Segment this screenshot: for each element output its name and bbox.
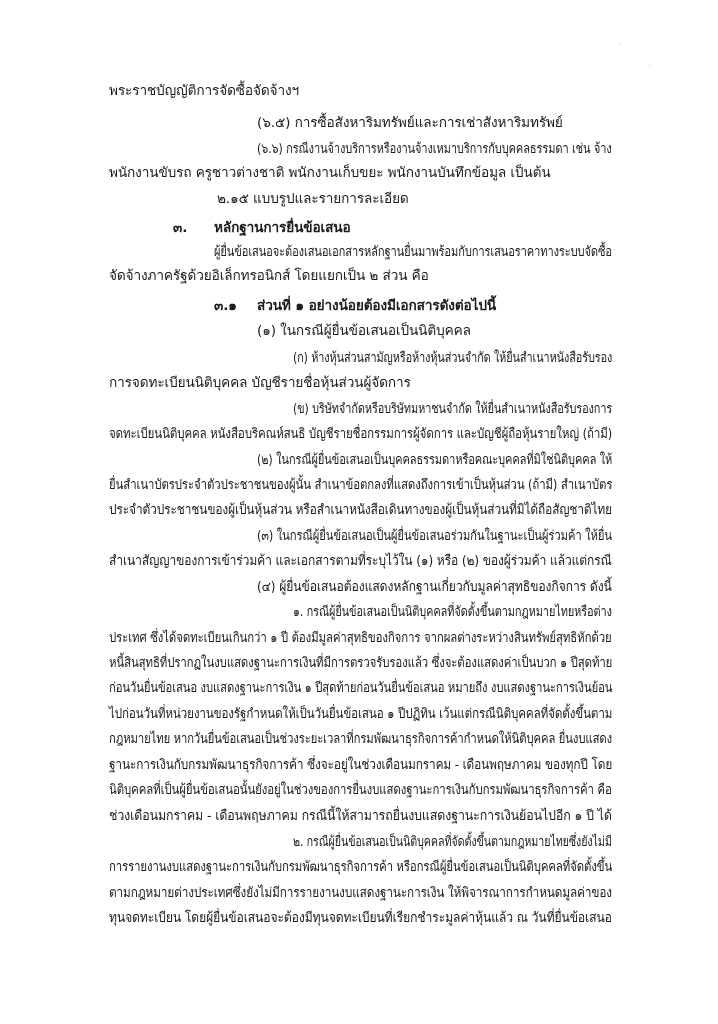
text-line: (๖.๕) การซื้อสังหาริมทรัพย์และการเช่าสังหาริมทรัพย์ [257,115,563,131]
text-line: (ข) บริษัทจำกัดหรือบริษัทมหาชนจำกัด ให้ยื่นสำเนาหนังสือรับรองการ [293,401,613,417]
text-line: ประเทศ ซึ่งได้จดทะเบียนเกินกว่า ๑ ปี ต้องมีมูลค่าสุทธิของกิจการ จากผลต่างระหว่างสินทรัพย์สุทธิหักด้วย [109,630,612,646]
text-line: จัดจ้างภาครัฐด้วยอิเล็กทรอนิกส์ โดยแยกเป็น ๒ ส่วน คือ [109,268,429,284]
text-line: ยื่นสำเนาบัตรประจำตัวประชาชนของผู้นั้น สำเนาข้อตกลงที่แสดงถึงการเข้าเป็นหุ้นส่วน (ถ้ามี) สำเนาบัตร [109,477,613,493]
section-heading: หลักฐานการยื่นข้อเสนอ [214,220,351,236]
text-line: สำเนาสัญญาของการเข้าร่วมค้า และเอกสารตามที่ระบุไว้ใน (๑) หรือ (๒) ของผู้ร่วมค้า แล้วแต่กรณี [109,553,612,569]
text-line: (๔) ผู้ยื่นข้อเสนอต้องแสดงหลักฐานเกี่ยวกับมูลค่าสุทธิของกิจการ ดังนี้ [257,579,612,595]
text-line: ตามกฎหมายต่างประเทศซึ่งยังไม่มีการรายงานงบแสดงฐานะการเงิน ให้พิจารณาการกำหนดมูลค่าของ [109,885,612,901]
scan-speck: · [618,40,621,49]
text-line: พระราชบัญญัติการจัดซื้อจัดจ้างฯ [109,83,300,99]
text-line: พนักงานขับรถ ครูชาวต่างชาติ พนักงานเก็บขยะ พนักงานบันทึกข้อมูล เป็นต้น [109,165,551,181]
text-line: (๓) ในกรณีผู้ยื่นข้อเสนอเป็นผู้ยื่นข้อเสนอร่วมกันในฐานะเป็นผู้ร่วมค้า ให้ยื่น [257,528,612,544]
text-line: (ก) ห้างหุ้นส่วนสามัญหรือห้างหุ้นส่วนจำกัด ให้ยื่นสำเนาหนังสือรับรอง [293,350,613,366]
text-line: กฎหมายไทย หากวันยื่นข้อเสนอเป็นช่วงระยะเวลาที่กรมพัฒนาธุรกิจการค้ากำหนดให้นิติบุคคล ยื่นงบแสดง [109,731,613,747]
text-line: ช่วงเดือนมกราคม - เดือนพฤษภาคม กรณีนี้ให้สามารถยื่นงบแสดงฐานะการเงินย้อนไปอีก ๑ ปี ได้ [109,808,612,824]
text-line: ไปก่อนวันที่หน่วยงานของรัฐกำหนดให้เป็นวันยื่นข้อเสนอ ๑ ปีปฏิทิน เว้นแต่กรณีนิติบุคคลที่จัดตั้งขึ้นตาม [109,706,613,722]
text-line: ประจำตัวประชาชนของผู้เป็นหุ้นส่วน หรือสำเนาหนังสือเดินทางของผู้เป็นหุ้นส่วนที่มิได้ถือสัญชาติไทย [109,502,613,518]
text-line: จดทะเบียนนิติบุคคล หนังสือบริคณห์สนธิ บัญชีรายชื่อกรรมการผู้จัดการ และบัญชีผู้ถือหุ้นรายใหญ่ (ถ้ามี) [109,426,613,442]
text-line: (๖.๖) กรณีงานจ้างบริการหรืองานจ้างเหมาบริการกับบุคคลธรรมดา เช่น จ้าง [257,141,612,157]
text-line: ๑. กรณีผู้ยื่นข้อเสนอเป็นนิติบุคคลที่จัดตั้งขึ้นตามกฎหมายไทยหรือต่าง [293,604,612,620]
text-line: ฐานะการเงินกับกรมพัฒนาธุรกิจการค้า ซึ่งจะอยู่ในช่วงเดือนมกราคม - เดือนพฤษภาคม ของทุกปี โดย [109,757,613,773]
scan-speck: · [648,62,651,71]
text-line: การรายงานงบแสดงฐานะการเงินกับกรมพัฒนาธุรกิจการค้า หรือกรณีผู้ยื่นข้อเสนอเป็นนิติบุคคลที่จัดตั้งขึ้น [109,859,613,875]
text-line: หนี้สินสุทธิที่ปรากฏในงบแสดงฐานะการเงินที่มีการตรวจรับรองแล้ว ซึ่งจะต้องแสดงค่าเป็นบวก ๑ ปีสุดท้าย [109,655,613,671]
text-line: ผู้ยื่นข้อเสนอจะต้องเสนอเอกสารหลักฐานยื่นมาพร้อมกับการเสนอราคาทางระบบจัดซื้อ [214,244,612,260]
text-line: ก่อนวันยื่นข้อเสนอ งบแสดงฐานะการเงิน ๑ ปีสุดท้ายก่อนวันยื่นข้อเสนอ หมายถึง งบแสดงฐานะการเงินย้อน [109,680,613,696]
subsection-number: ๓.๑ [214,298,237,314]
section-number: ๓. [173,220,188,236]
text-line: (๑) ในกรณีผู้ยื่นข้อเสนอเป็นนิติบุคคล [257,323,471,339]
text-line: การจดทะเบียนนิติบุคคล บัญชีรายชื่อหุ้นส่วนผู้จัดการ [109,375,411,391]
text-line: ๒. กรณีผู้ยื่นข้อเสนอเป็นนิติบุคคลที่จัดตั้งขึ้นตามกฎหมายไทยซึ่งยังไม่มี [293,834,612,850]
text-line: (๒) ในกรณีผู้ยื่นข้อเสนอเป็นบุคคลธรรมดาหรือคณะบุคคลที่มิใช่นิติบุคคล ให้ [257,452,613,468]
text-line: ๒.๑๕ แบบรูปและรายการละเอียด [217,191,409,207]
text-line: ทุนจดทะเบียน โดยผู้ยื่นข้อเสนอจะต้องมีทุนจดทะเบียนที่เรียกชำระมูลค่าหุ้นแล้ว ณ วันที่ยื่นข้อเสนอ [109,910,612,926]
subsection-heading: ส่วนที่ ๑ อย่างน้อยต้องมีเอกสารดังต่อไปนี้ [257,298,497,314]
text-line: นิติบุคคลที่เป็นผู้ยื่นข้อเสนอนั้นยังอยู่ในช่วงของการยื่นงบแสดงฐานะการเงินกับกรมพัฒนาธุรกิจการค้า คือ [109,782,612,798]
